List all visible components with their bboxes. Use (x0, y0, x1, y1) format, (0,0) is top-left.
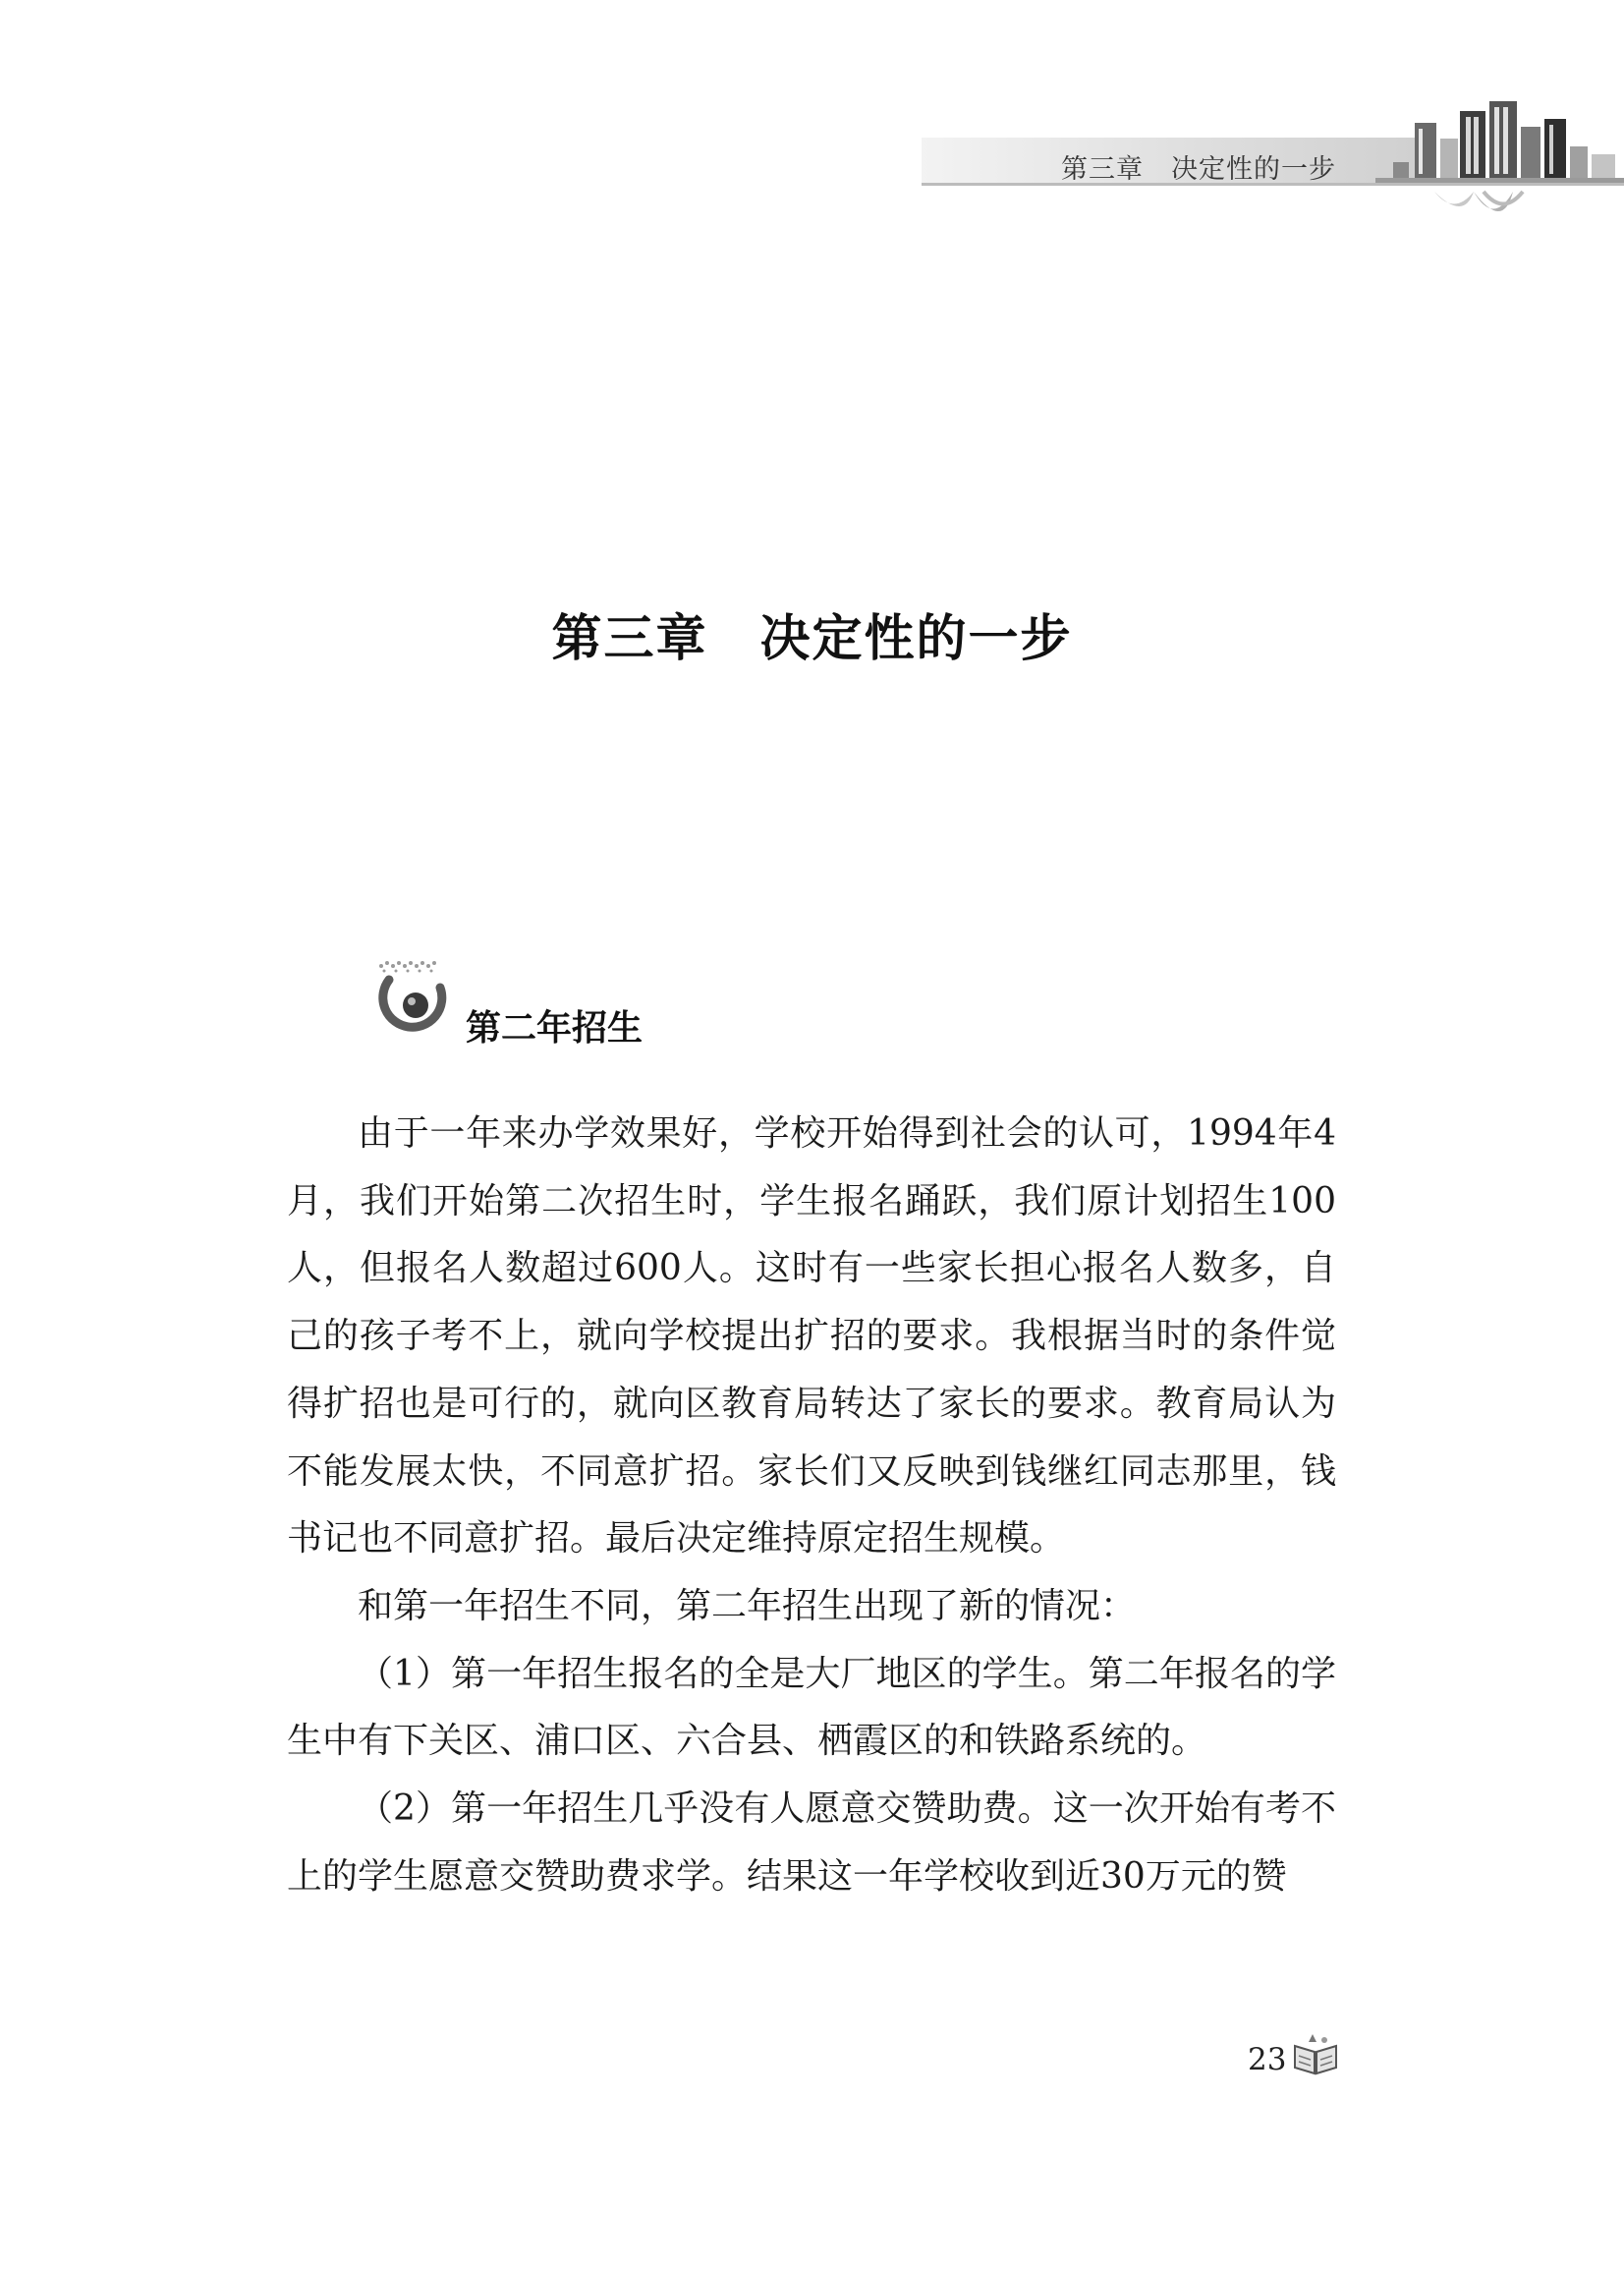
paragraph: 由于一年来办学效果好，学校开始得到社会的认可，1994年4月，我们开始第二次招生时，学生报名踊跃，我们原计划招生100人，但报名人数超过600人。这时有一些家长担心报名人数多，自己的孩子考不上，就向学校提出扩招的要求。我根据当时的条件觉得扩招也是可行的，就向区教育局转达了家长的要求。教育局认为不能发展太快，不同意扩招。家长们又反映到钱继红同志那里，钱书记也不同意扩招。最后决定维持原定招生规模。 (287, 1113, 1336, 1560)
city-buildings-icon (1375, 93, 1624, 231)
paragraph: 和第一年招生不同，第二年招生出现了新的情况： (358, 1585, 1137, 1626)
section-title: 第二年招生 (466, 1007, 644, 1049)
paragraph: （2）第一年招生几乎没有人愿意交赞助费。这一次开始有考不上的学生愿意交赞助费求学。结果这一年学校收到近30万元的赞 (287, 1788, 1336, 1897)
paragraph: （1）第一年招生报名的全是大厂地区的学生。第二年报名的学生中有下关区、浦口区、六合县、栖霞区的和铁路系统的。 (287, 1653, 1336, 1762)
page-number: 23 (1248, 2042, 1287, 2077)
chapter-title: 第三章 决定性的一步 (551, 610, 1073, 668)
running-head: 第三章 决定性的一步 (1061, 154, 1336, 185)
open-book-icon (1291, 2032, 1340, 2077)
body-text (287, 1101, 1336, 1910)
swirl-circle-icon (371, 958, 460, 1037)
